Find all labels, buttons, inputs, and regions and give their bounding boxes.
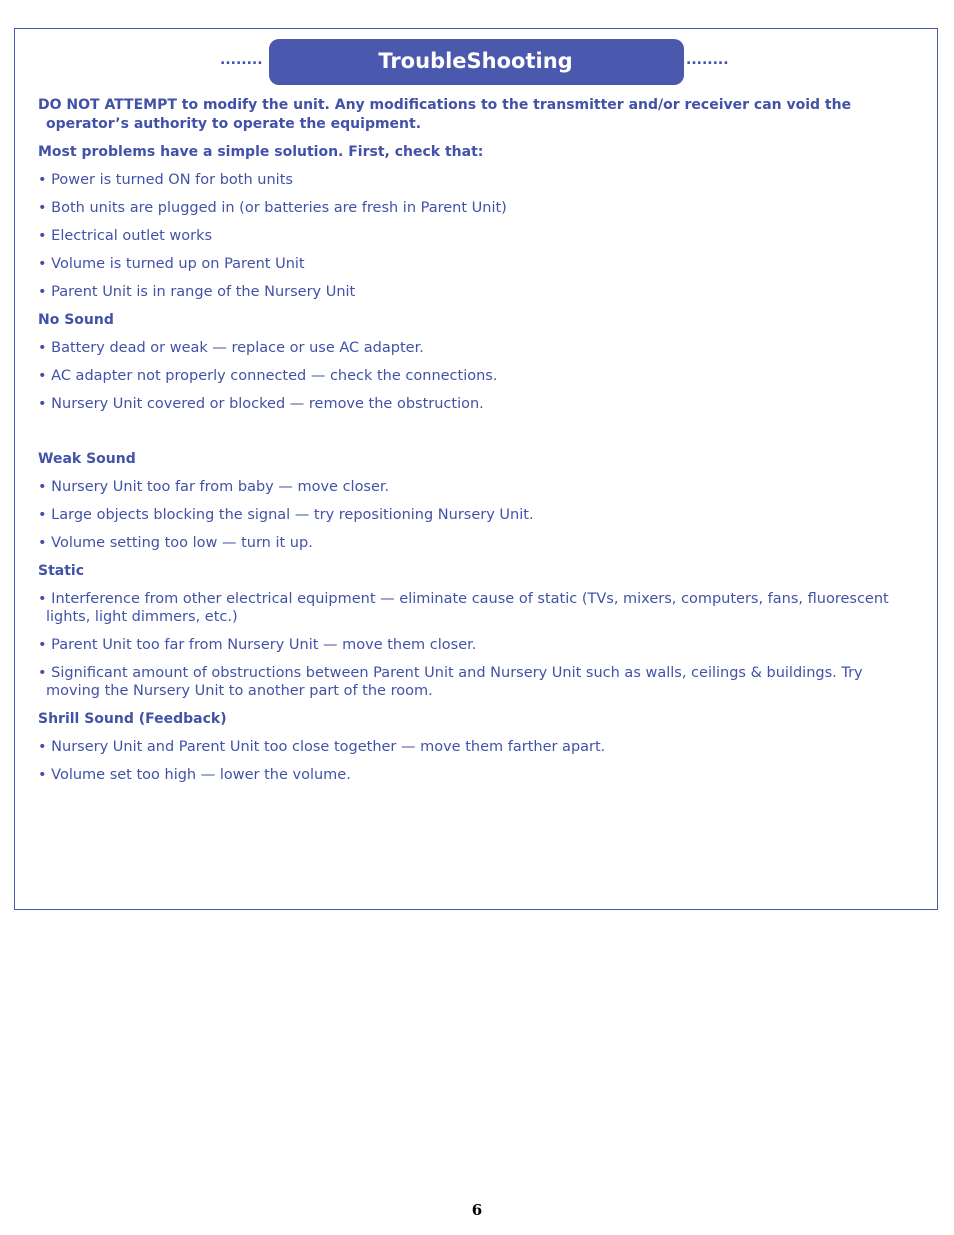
section-heading-no-sound: No Sound: [38, 312, 114, 328]
weak-sound-list: [38, 478, 908, 552]
shrill-sound-list: [38, 738, 908, 784]
list-item: • Nursery Unit too far from baby — move closer.: [38, 479, 390, 495]
section-heading-static: Static: [38, 563, 85, 579]
list-item: • Significant amount of obstructions between Parent Unit and Nursery Unit such as walls, ceilings & buildings. Try moving the Nursery Unit to another part of the room.: [38, 665, 863, 699]
intro-heading: Most problems have a simple solution. First, check that:: [38, 144, 484, 160]
list-item: • Both units are plugged in (or batteries are fresh in Parent Unit): [38, 200, 507, 216]
section-spacer: [38, 423, 908, 450]
list-item: • Nursery Unit and Parent Unit too close together — move them farther apart.: [38, 739, 606, 755]
page-title: TroubleShooting: [269, 39, 684, 85]
list-item: • Large objects blocking the signal — try repositioning Nursery Unit.: [38, 507, 534, 523]
no-sound-list: [38, 339, 908, 413]
section-heading-weak-sound: Weak Sound: [38, 451, 136, 467]
page-number: 6: [471, 1201, 483, 1219]
title-dots-right: ........: [686, 52, 729, 68]
list-item: • Interference from other electrical equipment — eliminate cause of static (TVs, mixers, computers, fans, fluorescent lights, light dimmers, etc.): [38, 591, 889, 625]
checks-list: [38, 171, 908, 301]
title-dots-left: ........: [220, 52, 263, 68]
list-item: • Volume setting too low — turn it up.: [38, 535, 313, 551]
list-item: • AC adapter not properly connected — check the connections.: [38, 368, 498, 384]
list-item: • Power is turned ON for both units: [38, 172, 293, 188]
list-item: • Volume set too high — lower the volume.: [38, 767, 351, 783]
warning-text: DO NOT ATTEMPT to modify the unit. Any modifications to the transmitter and/or receiver can void the operator’s authority to operate the equipment.: [38, 97, 852, 132]
list-item: • Parent Unit is in range of the Nursery Unit: [38, 284, 356, 300]
list-item: • Battery dead or weak — replace or use AC adapter.: [38, 340, 424, 356]
section-heading-shrill-sound: Shrill Sound (Feedback): [38, 711, 227, 727]
static-list: [38, 590, 908, 700]
list-item: • Nursery Unit covered or blocked — remove the obstruction.: [38, 396, 484, 412]
troubleshooting-content: [38, 96, 908, 794]
list-item: • Parent Unit too far from Nursery Unit — move them closer.: [38, 637, 477, 653]
list-item: • Electrical outlet works: [38, 228, 213, 244]
list-item: • Volume is turned up on Parent Unit: [38, 256, 305, 272]
